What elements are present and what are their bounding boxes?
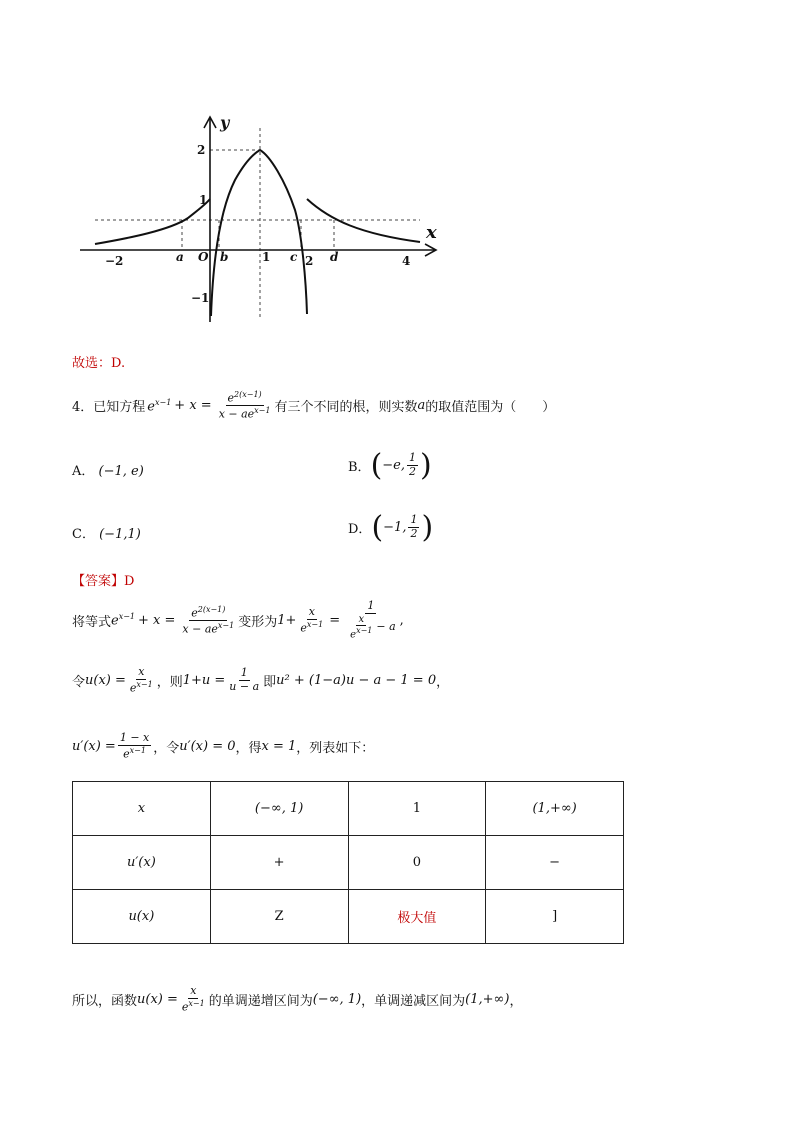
tick-label-y: 2 — [197, 143, 206, 157]
option-a — [72, 460, 144, 479]
step1-tail: , — [399, 612, 404, 628]
step2-u-def: u(x) = — [85, 672, 126, 688]
table-cell: 0 — [348, 836, 486, 890]
conclusion-func: u(x) = — [137, 991, 178, 1007]
step1-rhs-inner-num: x — [358, 613, 365, 625]
eq-fraction — [217, 390, 273, 422]
eq-den: x − ae — [218, 407, 255, 421]
step1-eq-base: e — [111, 613, 119, 629]
step1-lhs: 1+ — [277, 612, 297, 628]
step3-deriv: u′(x) = — [72, 738, 116, 754]
step3-den: e — [123, 747, 130, 761]
question-number: 4．已知方程 — [72, 400, 146, 416]
tick-label-x: 1 — [262, 250, 271, 264]
conclusion-dec: ，单调递减区间为 — [361, 993, 466, 1009]
table-cell: u′(x) — [73, 836, 211, 890]
y-axis-label: y — [220, 113, 230, 132]
tick-label-x: d — [330, 250, 339, 264]
step1-rhs-inner-den: e — [350, 629, 357, 641]
eq-num-exp: 2(x−1) — [234, 390, 262, 399]
step2-then: ，则 — [156, 674, 183, 690]
table-row — [73, 782, 624, 836]
step3-let: ，令 — [153, 740, 180, 756]
step2-rel-den: u − a — [229, 679, 260, 693]
option-d-value: −1, — [383, 520, 407, 535]
tick-label-x: 2 — [305, 254, 314, 268]
choice-line: 故选：D. — [72, 356, 126, 371]
conclusion-inc: 的单调递增区间为 — [208, 993, 313, 1009]
step1-frac-den: e — [300, 621, 307, 635]
step2-den: e — [129, 681, 137, 695]
step3-list: ，列表如下： — [296, 740, 375, 756]
tick-label-y: −1 — [191, 291, 210, 305]
question-var: a — [417, 398, 426, 414]
option-a-label: A． — [72, 464, 95, 479]
step-2 — [72, 666, 449, 695]
step1-eq-exp: x−1 — [118, 612, 136, 622]
tick-label-x: 4 — [402, 254, 411, 268]
step1-rhs-inner-exp: x−1 — [356, 626, 373, 636]
step1-frac-num: x — [308, 605, 315, 619]
option-c-value: (−1,1) — [99, 527, 141, 542]
step3-den-exp: x−1 — [129, 745, 146, 755]
tick-label-y: 1 — [199, 193, 208, 207]
table-cell: 极大值 — [348, 890, 486, 944]
table-row — [73, 836, 624, 890]
table-cell: + — [210, 836, 348, 890]
eq-den-exp: x−1 — [254, 406, 271, 416]
step2-rel-num: 1 — [240, 666, 248, 680]
step1-rhs-minus: − a — [376, 619, 396, 633]
eq-num-base: e — [227, 391, 235, 405]
step3-x1: x = 1 — [261, 738, 297, 754]
step3-num: 1 − x — [119, 731, 150, 744]
table-cell: (1,+∞) — [486, 782, 624, 836]
question-suffix2: 的取值范围为（ ） — [425, 400, 556, 416]
table-cell: (−∞, 1) — [210, 782, 348, 836]
option-c — [72, 523, 141, 542]
curve-left-branch — [95, 199, 210, 244]
step3-zero: u′(x) = 0 — [179, 738, 236, 754]
step1-num-exp: 2(x−1) — [197, 604, 226, 614]
x-axis-label: x — [426, 222, 437, 243]
option-a-value: (−1, e) — [98, 464, 144, 479]
conclusion-den: e — [181, 1000, 189, 1014]
step2-tail: ， — [436, 674, 450, 690]
question-suffix: 有三个不同的根，则实数 — [274, 400, 418, 416]
question-4 — [72, 390, 555, 422]
eq-plus: + x = — [174, 398, 212, 414]
option-d-num: 1 — [410, 513, 418, 527]
table-cell: u(x) — [73, 890, 211, 944]
step3-get: ，得 — [235, 740, 262, 756]
answer-label: 【答案】 — [72, 574, 125, 589]
conclusion-tail: ， — [509, 993, 523, 1009]
step1-frac-den-exp: x−1 — [306, 619, 324, 629]
step1-num-base: e — [191, 606, 198, 620]
monotonicity-table — [72, 781, 624, 944]
step1-den: x − ae — [182, 622, 218, 636]
table-cell: ] — [486, 890, 624, 944]
conclusion-pre: 所以，函数 — [72, 993, 138, 1009]
step-3 — [72, 732, 374, 761]
conclusion-dec-interval: (1,+∞) — [465, 991, 510, 1007]
table-cell: Z — [210, 890, 348, 944]
conclusion-inc-interval: (−∞, 1) — [312, 991, 362, 1007]
conclusion-num: x — [190, 984, 197, 997]
option-b: B． ( −e, $\frac{1}{2}$ ) — [348, 448, 432, 483]
step2-rel: 1+u = — [182, 672, 226, 688]
step2-ji: 即 — [263, 674, 277, 690]
answer-line — [72, 570, 134, 589]
step2-num: x — [138, 665, 145, 678]
tick-label-x: b — [220, 250, 229, 264]
option-b-label: B． — [348, 460, 371, 475]
step1-eq-plus: + x = — [138, 612, 176, 628]
table-cell: − — [486, 836, 624, 890]
step1-pre: 将等式 — [72, 614, 112, 630]
eq-exp: x−1 — [154, 397, 172, 407]
guide-lines — [95, 128, 420, 320]
option-d-den: 2 — [410, 527, 418, 540]
step2-pre: 令 — [72, 674, 86, 690]
eq-base: e — [147, 398, 155, 414]
tick-label-x: c — [290, 250, 298, 264]
table-row — [73, 890, 624, 944]
option-b-value: −e, — [382, 458, 405, 473]
curve-middle-branch — [211, 150, 307, 316]
tick-label-x: O — [198, 250, 209, 264]
table-cell: x — [73, 782, 211, 836]
option-b-num: 1 — [409, 451, 416, 465]
function-graph — [70, 110, 450, 325]
option-d-label: D． — [348, 522, 372, 537]
step1-mid: 变形为 — [238, 614, 278, 630]
step2-den-exp: x−1 — [136, 679, 153, 689]
conclusion-den-exp: x−1 — [188, 998, 205, 1008]
tick-label-x: a — [176, 250, 184, 264]
step1-rhs-num: 1 — [367, 599, 375, 612]
step2-quadratic: u² + (1−a)u − a − 1 = 0 — [276, 672, 437, 688]
option-b-den: 2 — [409, 465, 416, 478]
answer-value: D — [124, 574, 135, 589]
step-1: 将等式 $e^{x-1}$ + x = $\frac{e^{2(x-1)}}{x - ae^{x-1}}$ 变形为 1+ $\frac{x}{e^{x-1}}$ = 1 $\frac{x}{e^{x-1}}$ − a , — [72, 599, 404, 641]
table-cell: 1 — [348, 782, 486, 836]
tick-label-x: −2 — [105, 254, 124, 268]
option-d: D． ( −1, $\frac{1}{2}$ ) — [348, 510, 434, 545]
step1-den-exp: x−1 — [217, 620, 235, 630]
conclusion — [72, 985, 522, 1014]
option-c-label: C． — [72, 527, 95, 542]
